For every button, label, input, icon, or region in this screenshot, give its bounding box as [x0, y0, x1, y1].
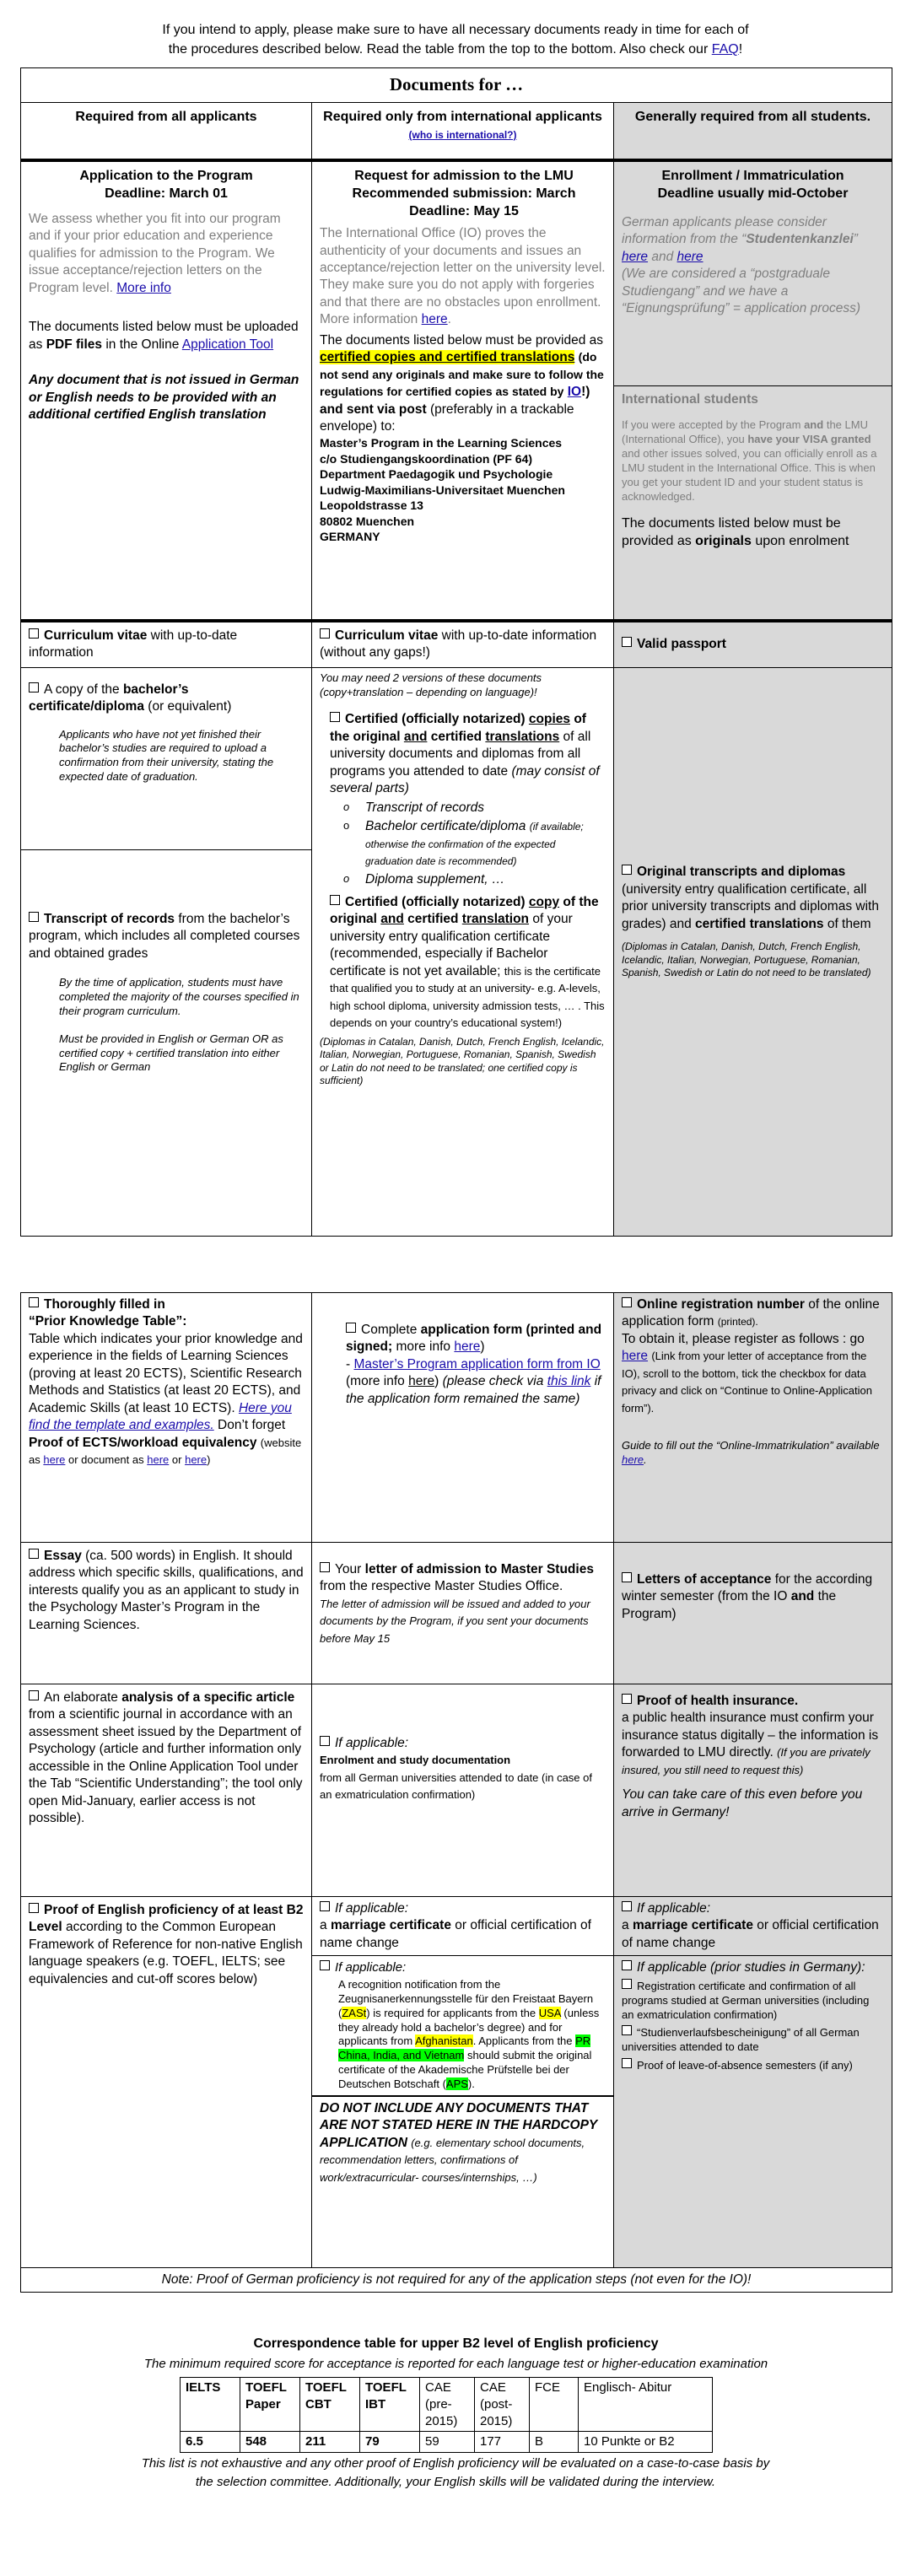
application-program-cell: Application to the Program Deadline: March 01 We assess whether you fit into our program and if your prior education and experience qualifies for admission to the Program. We issue acceptance/rejection letters on the Program level. More info The documents listed below must be uploaded as PDF files in the Online Application Tool Any document that is not issued in German or English needs to be provided with an additional certified English translation: [21, 160, 312, 621]
marriage-certificate-section: If applicable: a marriage certificate or official certification of name change: [312, 1897, 613, 1956]
checkbox-icon: [29, 1903, 39, 1913]
international-students-heading: International students: [622, 391, 758, 407]
enrollment-heading: Enrollment / Immatriculation Deadline usually mid-October: [657, 168, 849, 201]
application-heading: Application to the Program Deadline: March 01: [79, 168, 253, 201]
score-cell: 79: [360, 2432, 420, 2453]
health-insurance-cell: Proof of health insurance. a public health insurance must confirm your insurance status digitally – the information is forwarded to LMU directly. (If you are privately insured, you still need to request this) You can take care of this even before you arrive in Germany!: [614, 1684, 892, 1897]
correspondence-footer: This list is not exhaustive and any other proof of English proficiency will be evaluated on a case-to-case basis by the selection committee. Additionally, your English skills will be validated during the interview.: [141, 2456, 770, 2489]
german-proficiency-note: Note: Proof of German proficiency is not required for any of the application steps (not even for the IO)!: [21, 2268, 892, 2293]
checkbox-icon: [29, 1549, 39, 1559]
prior-german-studies-section: If applicable (prior studies in Germany): Registration certificate and confirmation of all programs studied at German universities (including an exmatriculation confirmation) “Studienverlaufsbescheinigung” of all German universities attended to date Proof of leave-of-absence semesters (if any): [622, 1960, 870, 2072]
cv-cell-all: Curriculum vitae with up-to-date information: [21, 621, 312, 667]
score-cell: 6.5: [181, 2432, 240, 2453]
online-registration-cell: Online registration number of the online application form (printed). To obtain it, please register as follows : go here (Link from your letter of acceptance from the IO), scroll to the bottom, tick the checkbox for data privacy and click on “Continue to Online-Application form”). Guide to fill out the “Online-Immatrikulation” available here.: [614, 1293, 892, 1543]
checkbox-icon: [622, 1979, 632, 1989]
checkbox-icon: [29, 1690, 39, 1700]
enrollment-cell: [614, 160, 892, 621]
checkbox-icon: [622, 1960, 632, 1970]
table-title: Documents for …: [21, 68, 892, 103]
checkbox-icon: [320, 1562, 330, 1572]
intro-line2: the procedures described below. Read the table from the top to the bottom. Also check our: [168, 42, 709, 57]
checkbox-icon: [330, 712, 340, 722]
header-international: Required only from international applicants (who is international?): [312, 102, 614, 160]
original-transcripts-cell: Original transcripts and diplomas (university entry qualification certificate, all prior university transcripts and diplomas with grades) and certified translations of them (Diplomas in Catalan, Danish, Dutch, French English, Icelandic, Italian, Norwegian, Portuguese, Romanian, Spanish, Swedish or Latin do not need to be translated): [614, 667, 892, 1236]
recognition-notification-section: If applicable: A recognition notification from the Zeugnisanerkennungsstelle für den Freistaat Bayern (ZASt) is required for applicants from the USA (unless they already hold a bachelor’s degree) and for applicants from Afghanistan. Applicants from the PR China, India, and Vietnam should submit the original certificate of the Akademische Prüfstelle bei der Deutschen Botschaft (APS).: [312, 1956, 613, 2097]
score-cell: 211: [300, 2432, 360, 2453]
cv-cell-international: Curriculum vitae with up-to-date information (without any gaps!): [312, 621, 614, 667]
checkbox-icon: [622, 2058, 632, 2068]
enrollment-international-section: International students If you were accepted by the Program and the LMU (International Office), you have your VISA granted and other issues solved, you can officially enroll as a LMU student in the International Office. This is when you get your student ID and your student status is acknowledged. The documents listed below must be provided as originals upon enrolment: [614, 386, 892, 563]
header-all-students: Generally required from all students.: [614, 102, 892, 160]
list-item: o Transcript of records: [365, 800, 606, 816]
checkbox-icon: [320, 1736, 330, 1746]
score-cell: 548: [240, 2432, 300, 2453]
score-cell: 177: [475, 2432, 530, 2453]
admission-letter-cell: Your letter of admission to Master Studies from the respective Master Studies Office. The letter of admission will be issued and added to your documents by the Program, if you sent your documents before May 15: [312, 1543, 614, 1684]
studentenkanzlei-link-2[interactable]: here: [677, 249, 703, 264]
documents-table-1: [20, 67, 892, 1237]
checkbox-icon: [320, 1901, 330, 1911]
do-not-include-section: DO NOT INCLUDE ANY DOCUMENTS THAT ARE NOT STATED HERE IN THE HARDCOPY APPLICATION (e.g. elementary school documents, recommendation letters, confirmations of work/extracurricular- courses/internships, …): [320, 2100, 597, 2184]
checkbox-icon: [29, 682, 39, 693]
who-is-international-link[interactable]: (who is international?): [408, 128, 517, 141]
faq-link[interactable]: FAQ: [711, 42, 739, 57]
checkbox-icon: [622, 637, 632, 647]
correspondence-subtitle: The minimum required score for acceptance is reported for each language test or higher-education examination: [143, 2357, 768, 2371]
correspondence-table: [180, 2377, 713, 2453]
header-cell: TOEFL IBT: [360, 2378, 420, 2432]
bachelor-certificate-section: A copy of the bachelor’s certificate/diploma (or equivalent) Applicants who have not yet finished their bachelor’s studies are required to upload a confirmation from their university, stating the expected date of graduation.: [21, 668, 311, 850]
list-item: o Diploma supplement, …: [365, 871, 606, 888]
degree-cell-international: You may need 2 versions of these documents (copy+translation – depending on language)! Certified (officially notarized) copies of the original and certified translations of all university documents and diplomas from all programs you attended to date (may consist of several parts) o Transcript of records o Bachelor certificate/diploma (if available; otherwise the confirmation of the expected graduation date is recommended) o Diploma supplement, … Certified (officially notarized) copy of the original and certified translation of your university entry qualification certificate (recommended, especially if Bachelor certificate is not yet available; this is the certificate that qualified you to study at an university- e.g. A-levels, high school diploma, university admission tests, … . This depends on your country’s educational system!) (Diplomas in Catalan, Danish, Dutch, French English, Icelandic, Italian, Norwegian, Portuguese, Romanian, Spanish, Swedish or Latin do not need to be translated; one certified copy is sufficient): [312, 667, 614, 1236]
checkbox-icon: [330, 895, 340, 905]
documents-table-2: [20, 1292, 892, 2293]
checkbox-icon: [622, 1694, 632, 1704]
prior-knowledge-cell: Thoroughly filled in “Prior Knowledge Table”: Table which indicates your prior knowledge and experience in the fields of Learning Sciences (proving at least 20 ECTS), Scientific Research Methods and Statistics (at least 20 ECTS), and Academic Skills (at least 10 ECTS). Here you find the template and examples. Don’t forget Proof of ECTS/workload equivalency (website as here or document as here or here): [21, 1293, 312, 1543]
lmu-admission-heading: Request for admission to the LMU Recommended submission: March Deadline: May 15: [352, 168, 576, 218]
checkbox-icon: [320, 1960, 330, 1970]
international-extras-cell: [312, 1897, 614, 2268]
checkbox-icon: [622, 1901, 632, 1911]
template-examples-link[interactable]: Here you find the template and examples.: [29, 1400, 292, 1433]
io-more-info-link[interactable]: here: [421, 312, 448, 327]
checkbox-icon: [29, 912, 39, 922]
header-cell: CAE (post-2015): [475, 2378, 530, 2432]
studentenkanzlei-link-1[interactable]: here: [622, 249, 649, 264]
certified-copies-item: Certified (officially notarized) copies of the original and certified translations of all university documents and diplomas from all programs you attended to date (may consist of several parts) o Transcript of records o Bachelor certificate/diploma (if available; otherwise the confirmation of the expected graduation date is recommended) o Diploma supplement, …: [330, 711, 606, 889]
diploma-languages-note: (Diplomas in Catalan, Danish, Dutch, French English, Icelandic, Italian, Norwegian, Portuguese, Romanian, Spanish, Swedish or Latin do not need to be translated; one certified copy is sufficient): [320, 1035, 605, 1087]
checkbox-icon: [320, 628, 330, 639]
checkbox-icon: [622, 2025, 632, 2035]
header-cell: TOEFL CBT: [300, 2378, 360, 2432]
header-cell: Englisch- Abitur: [579, 2378, 713, 2432]
header-cell: IELTS: [181, 2378, 240, 2432]
application-description: We assess whether you fit into our program and if your prior education and experience qualifies for admission to the Program. We issue acceptance/rejection letters on the Program level.: [29, 211, 281, 295]
english-proficiency-cell: Proof of English proficiency of at least B2 Level according to the Common European Framework of Reference for non-native English language speakers (e.g. TOEFL, IELTS; see equivalencies and cut-off scores below): [21, 1897, 312, 2268]
checkbox-icon: [622, 1572, 632, 1582]
header-cell: CAE (pre-2015): [420, 2378, 475, 2432]
correspondence-title: Correspondence table for upper B2 level of English proficiency: [253, 2336, 659, 2351]
lmu-admission-cell: Request for admission to the LMU Recommended submission: March Deadline: May 15 The International Office (IO) proves the authenticity of your documents and issues an acceptance/rejection letter on the university level. They make sure you do not apply with forgeries and that there are no obstacles upon enrollment. More information here. The documents listed below must be provided as certified copies and certified translations (do not send any originals and make sure to follow the regulations for certified copies as stated by IO!) and sent via post (preferably in a trackable envelope) to: Master’s Program in the Learning Sciences c/o Studiengangskoordination (PF 64) Department Paedagogik und Psychologie Ludwig-Maximilians-Universitaet Muenchen Leopoldstrasse 13 80802 Muenchen GERMANY: [312, 160, 614, 621]
intro-line1: If you intend to apply, please make sure to have all necessary documents ready in time for each of: [162, 23, 749, 37]
transcript-section: Transcript of records from the bachelor’s program, which includes all completed courses and obtained grades By the time of application, students must have completed the majority of the courses specified in their program curriculum. Must be provided in English or German OR as certified copy + certified translation into either English or German: [29, 911, 300, 1074]
list-item: o Bachelor certificate/diploma (if available; otherwise the confirmation of the expected graduation date is recommended): [365, 818, 606, 870]
application-tool-link[interactable]: Application Tool: [181, 337, 274, 352]
checkbox-icon: [29, 1297, 39, 1307]
enrollment-german-section: Enrollment / Immatriculation Deadline usually mid-October German applicants please consider information from the “Studentenkanzlei” here and here (We are considered a “postgraduale Studiengang” and we have a “Eignungsprüfung” = application process): [614, 162, 892, 386]
intro-end: !: [738, 42, 743, 57]
score-cell: B: [530, 2432, 579, 2453]
degree-cell-all: [21, 667, 312, 1236]
checkbox-icon: [622, 1297, 632, 1307]
score-cell: 10 Punkte or B2: [579, 2432, 713, 2453]
ects-document-link-1[interactable]: here: [147, 1453, 170, 1467]
passport-cell: Valid passport: [614, 621, 892, 667]
immatrikulation-guide-link[interactable]: here: [622, 1453, 644, 1467]
io-application-form-link[interactable]: Master’s Program application form from IO: [353, 1356, 601, 1372]
translation-note: Any document that is not issued in German or English needs to be provided with an additional certified English translation: [29, 373, 299, 423]
ects-website-link[interactable]: here: [43, 1453, 66, 1467]
essay-cell: Essay (ca. 500 words) in English. It should address which specific skills, qualifications, and interests qualify you as an applicant to study in the Psychology Master’s Program in the Learning Sciences.: [21, 1543, 312, 1684]
io-link[interactable]: IO: [567, 385, 582, 400]
online-registration-link[interactable]: here: [622, 1349, 649, 1364]
marriage-certificate-section-enrol: If applicable: a marriage certificate or official certification of name change: [614, 1897, 892, 1956]
check-form-link[interactable]: this link: [547, 1374, 591, 1389]
article-analysis-cell: An elaborate analysis of a specific article from a scientific journal in accordance with an assessment sheet issued by the Department of Psychology (article and further information only accessible in the Online Application Tool under the Tab “Scientific Understanding”; the tool only open Mid-January, earlier access is not possible).: [21, 1684, 312, 1897]
document-sublist: [330, 800, 606, 889]
checkbox-icon: [622, 865, 632, 875]
checkbox-icon: [29, 628, 39, 639]
header-all-applicants: Required from all applicants: [21, 102, 312, 160]
table-row: [181, 2378, 713, 2432]
header-cell: TOEFL Paper: [240, 2378, 300, 2432]
letters-of-acceptance-cell: Letters of acceptance for the according winter semester (from the IO and the Program): [614, 1543, 892, 1684]
application-form-cell: Complete application form (printed and signed; more info here) - Master’s Program application form from IO (more info here) (please check via this link if the application form remained the same): [312, 1293, 614, 1543]
table-row: [181, 2432, 713, 2453]
ects-document-link-2[interactable]: here: [185, 1453, 208, 1467]
more-info-link[interactable]: More info: [116, 280, 171, 295]
application-form-info-link[interactable]: here: [454, 1339, 481, 1355]
enrolment-documentation-cell: If applicable: Enrolment and study documentation from all German universities attended to date (in case of an exmatriculation confirmation): [312, 1684, 614, 1897]
intro-text: [51, 20, 860, 59]
checkbox-icon: [346, 1323, 356, 1333]
header-cell: FCE: [530, 2378, 579, 2432]
postal-address: Master’s Program in the Learning Sciences c/o Studiengangskoordination (PF 64) Department Paedagogik und Psychologie Ludwig-Maximilians-Universitaet Muenchen Leopoldstrasse 13 80802 Muenchen GERMANY: [320, 436, 565, 544]
score-cell: 59: [420, 2432, 475, 2453]
entry-qualification-item: Certified (officially notarized) copy of the original and certified translation of your university entry qualification certificate (recommended, especially if Bachelor certificate is not yet available; this is the certificate that qualified you to study at an university- e.g. A-levels, high school diploma, university admission tests, … . This depends on your country’s educational system!): [330, 894, 605, 1030]
german-studies-cell: [614, 1897, 892, 2268]
